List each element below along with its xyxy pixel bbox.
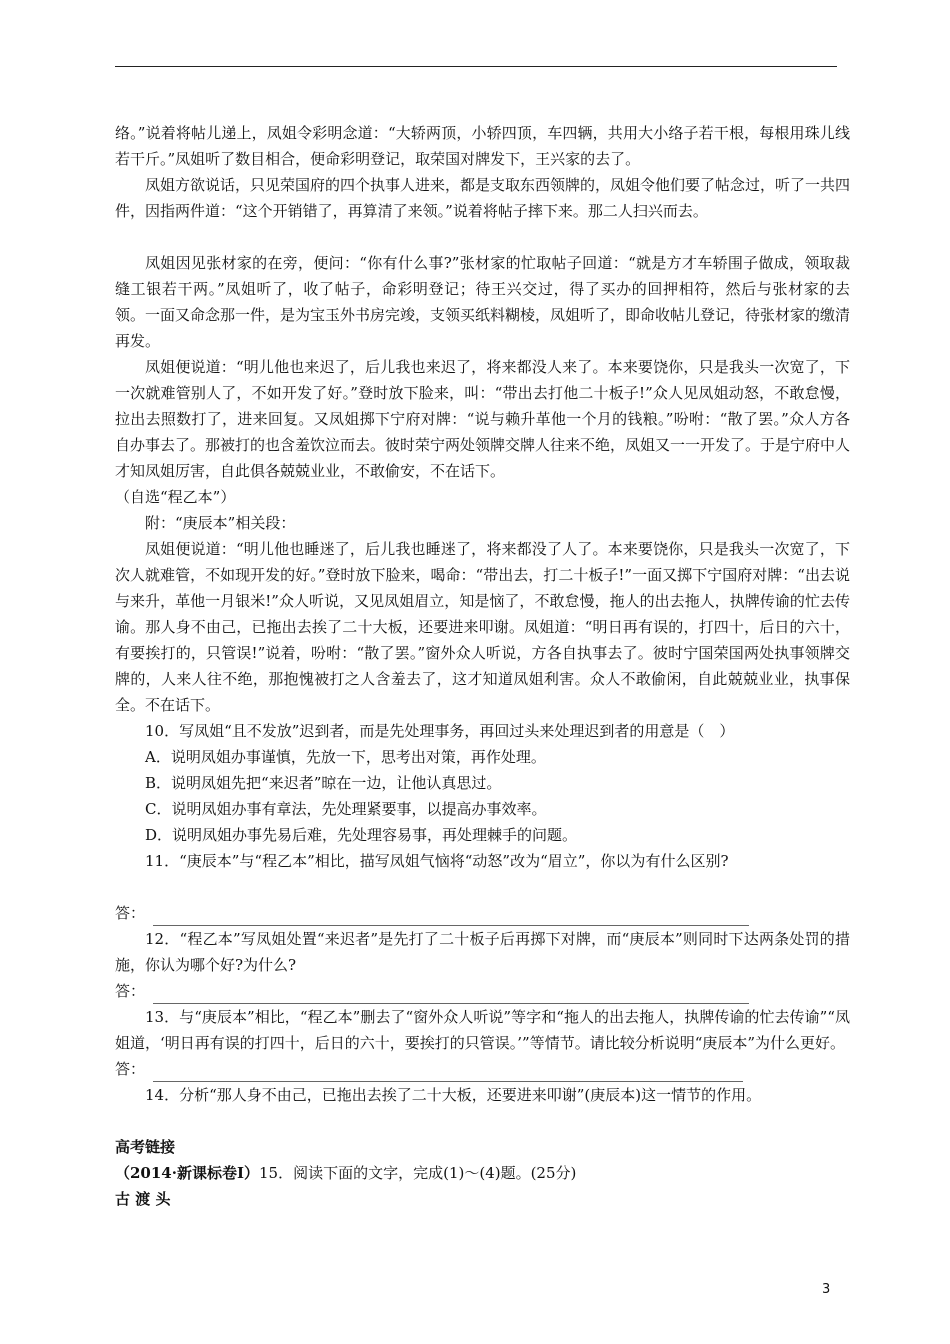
option-b: B．说明凤姐先把“来迟者”晾在一边，让他认真思过。 xyxy=(145,774,502,792)
passage-title: 古 渡 头 xyxy=(115,1190,171,1208)
page-number: 3 xyxy=(822,1282,831,1297)
source-note: （自选“程乙本”） xyxy=(115,488,236,506)
answer-blank[interactable] xyxy=(153,985,749,1004)
answer-blank[interactable] xyxy=(153,907,749,926)
question-13: 13．与“庚辰本”相比，“程乙本”删去了“窗外众人听说”等字和“拖人的出去拖人，执牌传谕的忙去传谕”“凤姐道，‘明日再有误的打四十，后日的六十，要挨打的只管误。’”等情节。请比较分析说明“庚辰本”为什么更好。 xyxy=(115,1008,850,1052)
question-11: 11．“庚辰本”与“程乙本”相比，描写凤姐气恼将“动怒”改为“眉立”，你以为有什么区别? xyxy=(145,852,729,870)
question-14: 14．分析“那人身不由己，已拖出去挨了二十大板，还要进来叩谢”(庚辰本)这一情节的作用。 xyxy=(145,1086,762,1104)
answer-label: 答： xyxy=(115,904,146,922)
question-15: 15．阅读下面的文字，完成(1)～(4)题。(25分) xyxy=(259,1164,577,1182)
appendix-label: 附：“庚辰本”相关段： xyxy=(145,514,296,532)
exam-source: （2014·新课标卷Ⅰ） xyxy=(115,1164,259,1182)
paragraph: 凤姐因见张材家的在旁，便问：“你有什么事?”张材家的忙取帖子回道：“就是方才车轿围子做成，领取裁缝工银若干两。”凤姐听了，收了帖子，命彩明登记；待王兴交过，得了买办的回押相符，然后与张材家的去领。一面又命念那一件，是为宝玉外书房完竣，支领买纸料糊棱，凤姐听了，即命收帖儿登记，待张材家的缴清再发。 xyxy=(115,254,851,350)
option-a: A．说明凤姐办事谨慎，先放一下，思考出对策，再作处理。 xyxy=(145,748,546,766)
paragraph: 络。”说着将帖儿递上，凤姐令彩明念道：“大轿两顶，小轿四顶，车四辆，共用大小络子若干根，每根用珠儿线若干斤。”凤姐听了数目相合，便命彩明登记，取荣国对牌发下，王兴家的去了。 xyxy=(115,124,850,168)
answer-label: 答： xyxy=(115,1060,146,1078)
answer-label: 答： xyxy=(115,982,146,1000)
document-body xyxy=(115,120,850,1212)
question-12: 12．“程乙本”写凤姐处置“来迟者”是先打了二十板子后再掷下对牌，而“庚辰本”则同时下达两条处罚的措施，你认为哪个好?为什么? xyxy=(115,930,850,974)
header-rule xyxy=(115,66,837,67)
question-10: 10．写凤姐“且不发放”迟到者，而是先处理事务，再回过头来处理迟到者的用意是（ ） xyxy=(145,722,735,740)
paragraph: 凤姐方欲说话，只见荣国府的四个执事人进来，都是支取东西领牌的，凤姐令他们要了帖念过，听了一共四件，因指两件道：“这个开销错了，再算清了来领。”说着将帖子摔下来。那二人扫兴而去。 xyxy=(115,176,851,220)
answer-line xyxy=(115,1056,850,1082)
option-c: C．说明凤姐办事有章法，先处理紧要事，以提高办事效率。 xyxy=(145,800,547,818)
answer-line xyxy=(115,900,850,926)
paragraph: 凤姐便说道：“明儿他也睡迷了，后儿我也睡迷了，将来都没了人了。本来要饶你，只是我头一次宽了，下次人就难管，不如现开发的好。”登时放下脸来，喝命：“带出去，打二十板子!”一面又掷下宁国府对牌：“出去说与来升，革他一月银米!”众人听说，又见凤姐眉立，知是恼了，不敢怠慢，拖人的出去拖人，执牌传谕的忙去传谕。那人身不由己，已拖出去挨了二十大板，还要进来叩谢。凤姐道：“明日再有误的，打四十，后日的六十，有要挨打的，只管误!”说着，吩咐：“散了罢。”窗外众人听说，方各自执事去了。彼时宁国荣国两处执事领牌交牌的，人来人往不绝，那抱愧被打之人含羞去了，这才知道凤姐利害。众人不敢偷闲，自此兢兢业业，执事保全。不在话下。 xyxy=(115,540,850,714)
section-heading: 高考链接 xyxy=(115,1138,176,1156)
answer-blank[interactable] xyxy=(153,1063,743,1082)
paragraph: 凤姐便说道：“明儿他也来迟了，后儿我也来迟了，将来都没人来了。本来要饶你，只是我头一次宽了，下一次就难管别人了，不如开发了好。”登时放下脸来，叫：“带出去打他二十板子!”众人见凤姐动怒，不敢怠慢，拉出去照数打了，进来回复。又凤姐掷下宁府对牌：“说与赖升革他一个月的钱粮。”吩咐：“散了罢。”众人方各自办事去了。那被打的也含羞饮泣而去。彼时荣宁两处领牌交牌人往来不绝，凤姐又一一开发了。于是宁府中人才知凤姐厉害，自此俱各兢兢业业，不敢偷安，不在话下。 xyxy=(115,358,851,480)
option-d: D．说明凤姐办事先易后难，先处理容易事，再处理棘手的问题。 xyxy=(145,826,578,844)
answer-line xyxy=(115,978,850,1004)
